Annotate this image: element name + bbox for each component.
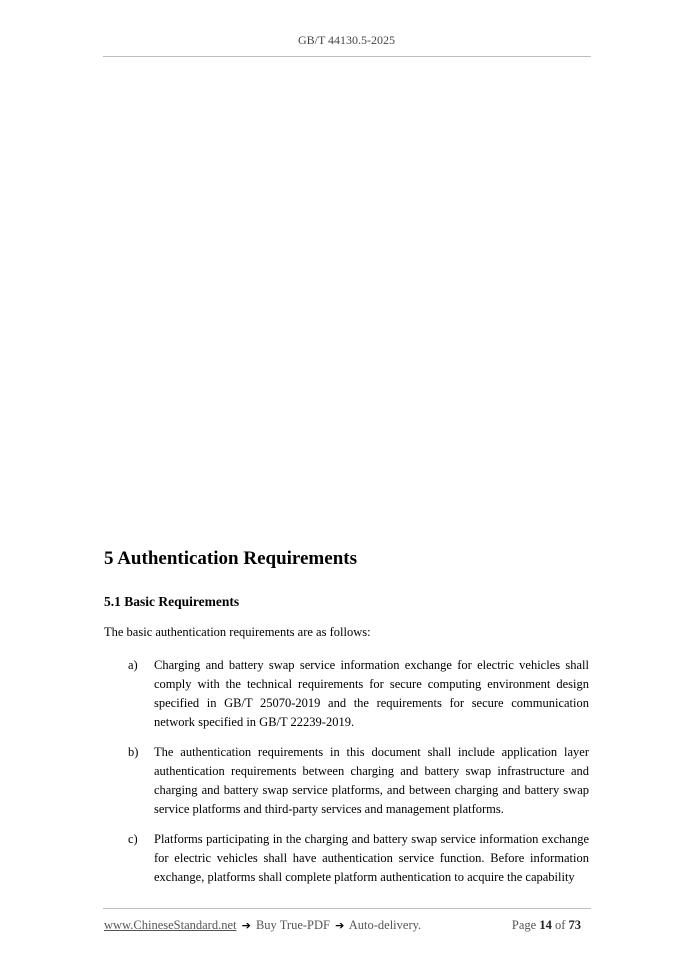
list-item bbox=[104, 830, 589, 887]
list-item-marker: a) bbox=[128, 658, 138, 672]
page-of-label: of bbox=[554, 918, 566, 932]
list-item bbox=[104, 656, 589, 732]
footer-divider bbox=[103, 908, 591, 909]
requirements-list bbox=[104, 656, 589, 898]
auto-delivery-text: Auto-delivery. bbox=[348, 918, 422, 932]
running-header: GB/T 44130.5-2025 bbox=[297, 33, 396, 47]
subsection-heading: 5.1 Basic Requirements bbox=[104, 594, 240, 609]
buy-true-pdf-text: Buy True-PDF bbox=[255, 918, 330, 932]
list-item-text: Platforms participating in the charging and battery swap service information exchange for electric vehicles shall have authentication service function. Before information exchange, platforms shall complete platform authentication to acquire the capability bbox=[154, 832, 589, 884]
intro-paragraph: The basic authentication requirements are as follows: bbox=[104, 625, 371, 639]
list-item-marker: c) bbox=[128, 832, 138, 846]
right-arrow-icon: ➔ bbox=[335, 919, 345, 932]
page-indicator bbox=[512, 918, 581, 933]
page-total: 73 bbox=[568, 918, 581, 932]
page-current: 14 bbox=[539, 918, 552, 932]
site-link[interactable]: www.ChineseStandard.net bbox=[104, 918, 237, 932]
list-item-text: Charging and battery swap service information exchange for electric vehicles shall comply with the technical requirements for secure computing environment design specified in GB/T 25070-2019 and the requirements for secure communication network specified in GB/T 22239-2019. bbox=[154, 658, 589, 729]
list-item bbox=[104, 743, 589, 819]
page-label: Page bbox=[511, 918, 537, 932]
page-footer bbox=[104, 918, 589, 933]
section-heading: 5 Authentication Requirements bbox=[104, 548, 357, 569]
list-item-text: The authentication requirements in this document shall include application layer authentication requirements between charging and battery swap infrastructure and charging and battery swap service platforms, and between charging and battery swap service platforms and third-party services and management platforms. bbox=[154, 745, 589, 816]
list-item-marker: b) bbox=[128, 745, 139, 759]
right-arrow-icon: ➔ bbox=[241, 919, 251, 932]
header-divider bbox=[103, 56, 591, 57]
